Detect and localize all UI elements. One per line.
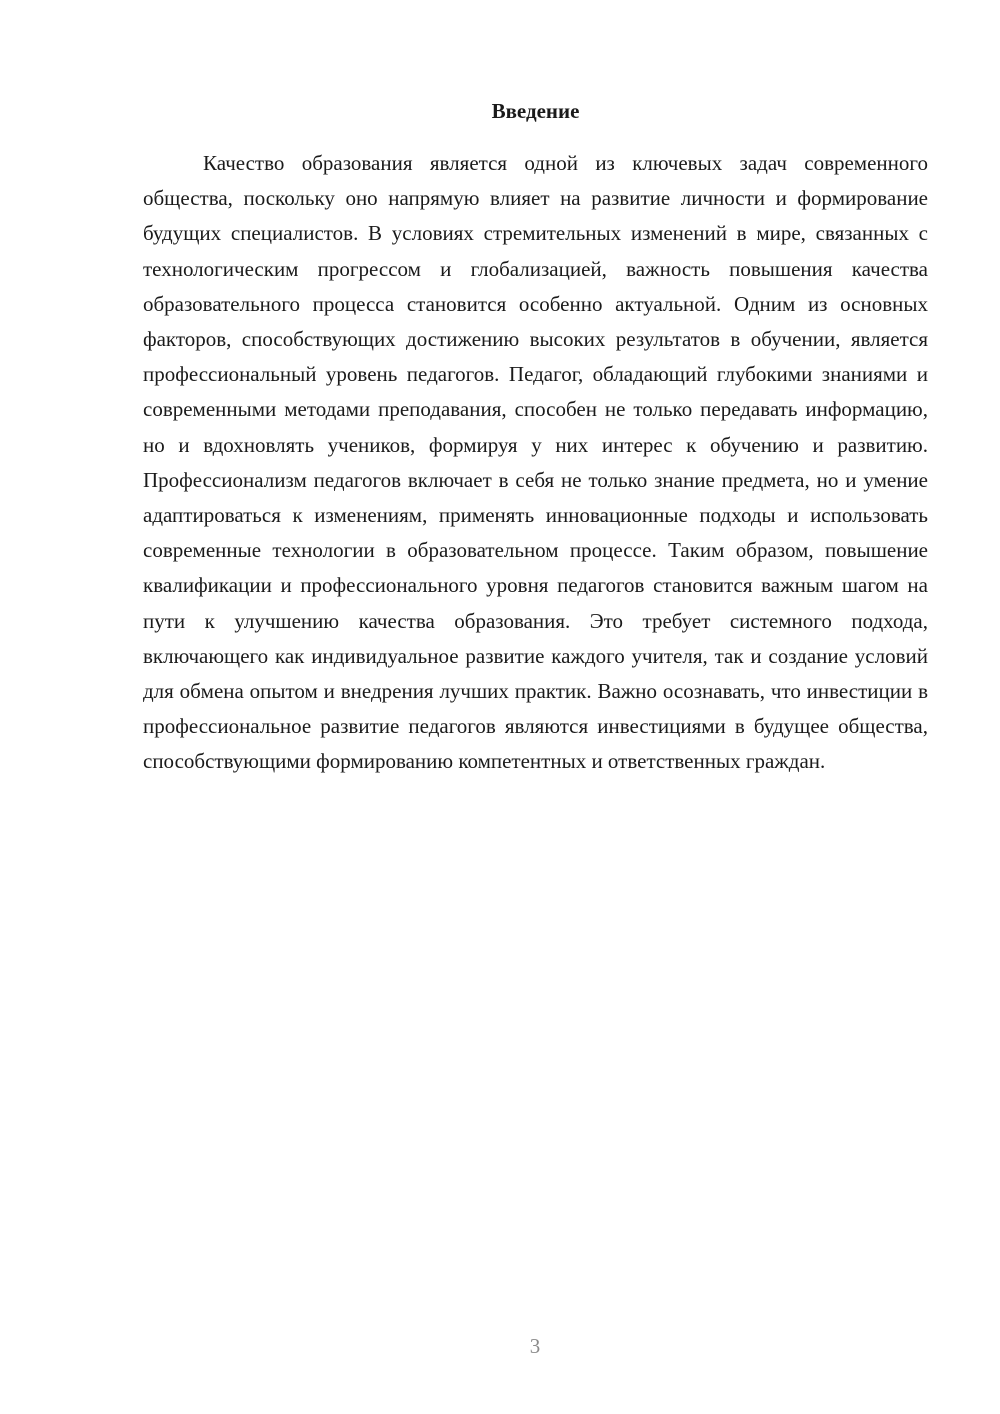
section-heading: Введение — [491, 99, 580, 123]
page-number: 3 — [529, 1334, 541, 1358]
body-paragraph: Качество образования является одной из ключевых задач современного общества, поскольку оно напрямую влияет на развитие личности и формирование будущих специалистов. В условиях стремительных изменений в мире, связанных с технологическим прогрессом и глобализацией, важность повышения качества образовательного процесса становится особенно актуальной. Одним из основных факторов, способствующих достижению высоких результатов в обучении, является профессиональный уровень педагогов. Педагог, обладающий глубокими знаниями и современными методами преподавания, способен не только передавать информацию, но и вдохновлять учеников, формируя у них интерес к обучению и развитию. Профессионализм педагогов включает в себя не только знание предмета, но и умение адаптироваться к изменениям, применять инновационные подходы и использовать современные технологии в образовательном процессе. Таким образом, повышение квалификации и профессионального уровня педагогов становится важным шагом на пути к улучшению качества образования. Это требует системного подхода, включающего как индивидуальное развитие каждого учителя, так и создание условий для обмена опытом и внедрения лучших практик. Важно осознавать, что инвестиции в профессиональное развитие педагогов являются инвестициями в будущее общества, способствующими формированию компетентных и ответственных граждан. — [143, 151, 928, 774]
